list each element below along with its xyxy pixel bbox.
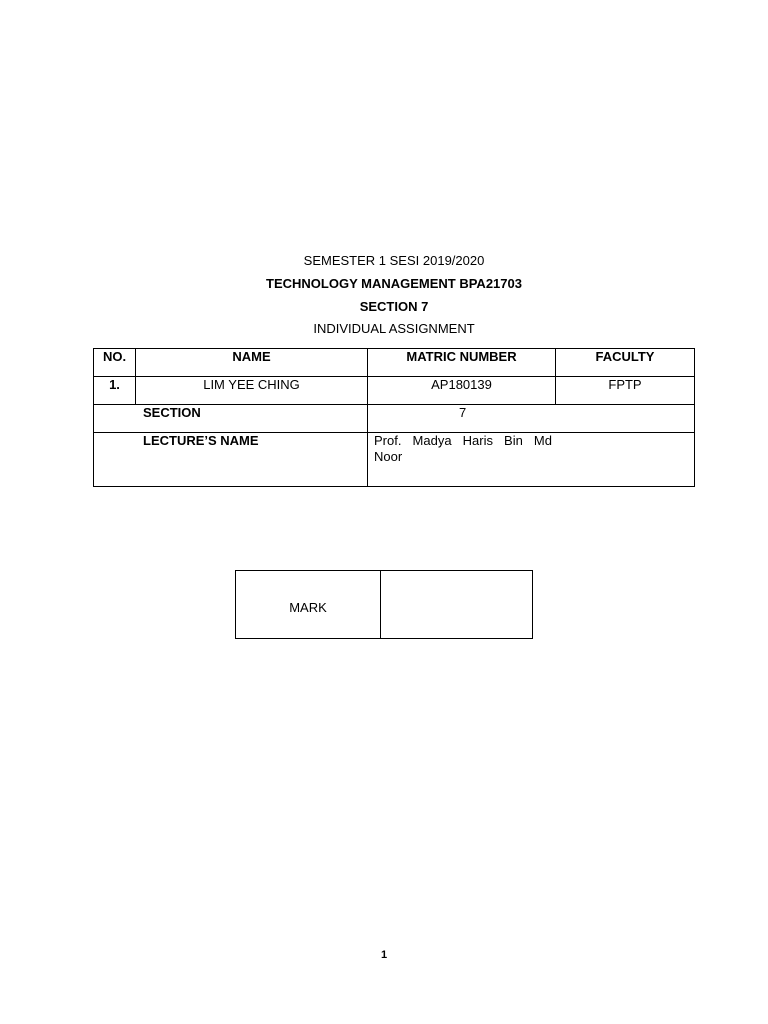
section-label: SECTION	[94, 405, 368, 433]
section-row	[94, 405, 695, 433]
lecturer-row	[94, 433, 695, 487]
assignment-type: INDIVIDUAL ASSIGNMENT	[313, 321, 475, 336]
student-name: LIM YEE CHING	[136, 377, 368, 405]
row-no: 1.	[94, 377, 136, 405]
header-matric-number: MATRIC NUMBER	[368, 349, 556, 377]
header-no: NO.	[94, 349, 136, 377]
student-info-table	[93, 348, 695, 487]
table-header-row	[94, 349, 695, 377]
semester-line: SEMESTER 1 SESI 2019/2020	[303, 253, 485, 268]
table-row	[94, 377, 695, 405]
mark-label: MARK	[236, 571, 381, 639]
course-title: TECHNOLOGY MANAGEMENT BPA21703	[266, 276, 522, 291]
matric-number: AP180139	[368, 377, 556, 405]
header-name: NAME	[136, 349, 368, 377]
mark-value	[381, 571, 533, 639]
lecturer-value-cell	[368, 433, 695, 487]
lecturer-label: LECTURE’S NAME	[94, 433, 368, 487]
header-faculty: FACULTY	[556, 349, 695, 377]
section-heading: SECTION 7	[359, 299, 429, 314]
lecturer-name: Prof. Madya Haris Bin Md Noor	[374, 433, 552, 464]
mark-box	[235, 570, 533, 639]
page-number: 1	[380, 949, 388, 961]
section-value: 7	[459, 405, 467, 420]
faculty-value: FPTP	[556, 377, 695, 405]
section-value-cell	[368, 405, 695, 433]
